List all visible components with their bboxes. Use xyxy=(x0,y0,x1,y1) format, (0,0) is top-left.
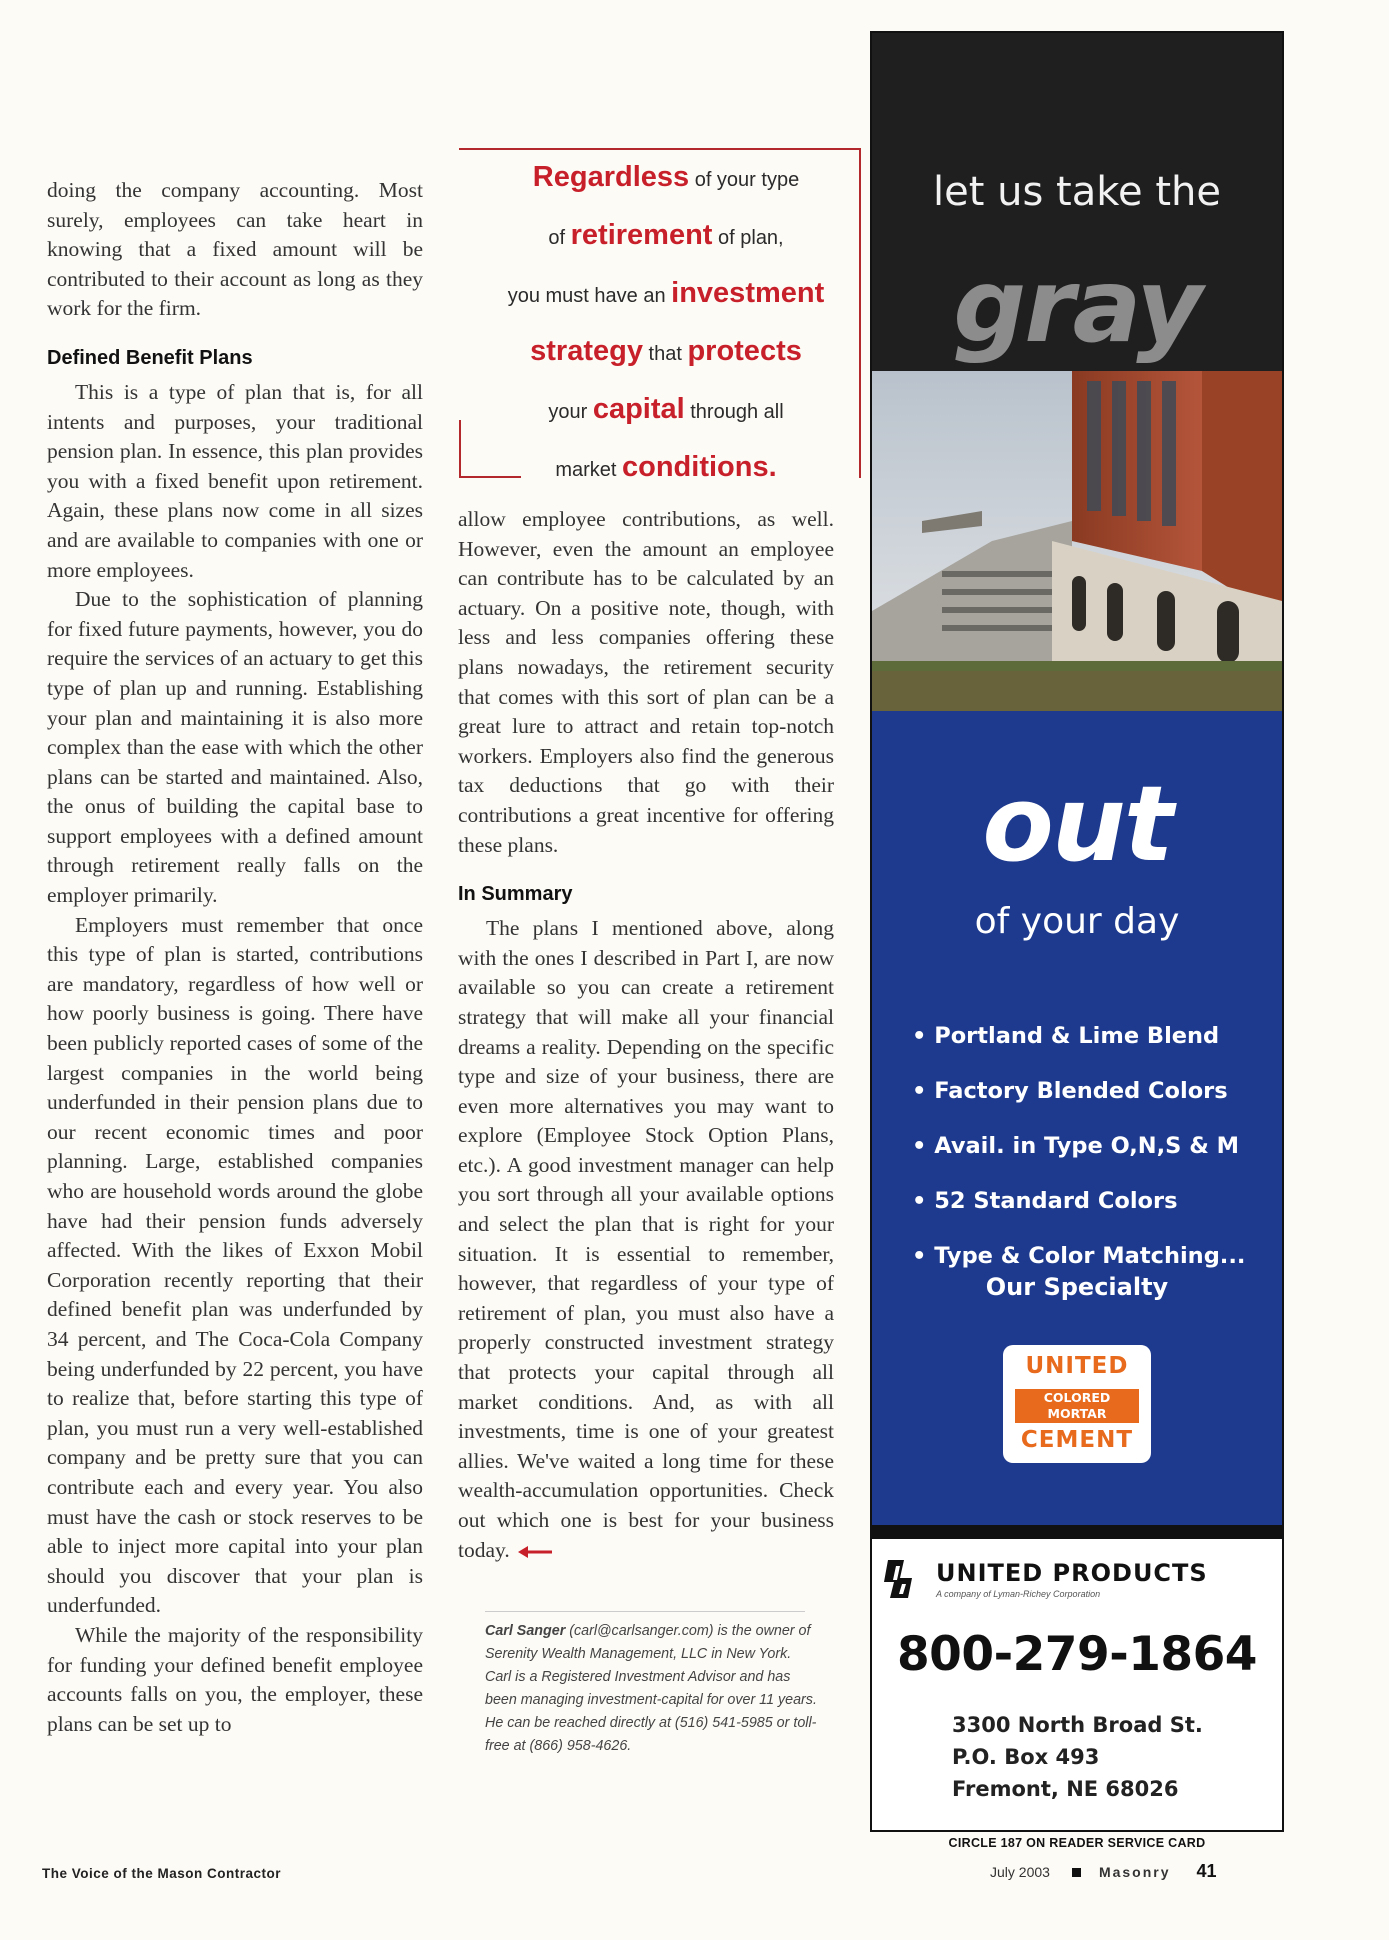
pullquote-text: of your type xyxy=(689,169,800,191)
pullquote xyxy=(470,150,862,498)
pullquote-text: that xyxy=(642,343,688,365)
pullquote-emphasis: strategy xyxy=(530,335,643,367)
ad-headline-gray: gray xyxy=(953,247,1201,366)
article-column-2 xyxy=(458,505,834,1565)
ad-specialty: Our Specialty xyxy=(985,1273,1169,1301)
summary-text: The plans I mentioned above, along with the ones I described in Part I, are now available so you can create a retirement strategy that will make all your financial dreams a reality. Depending on the specific type and size of your business, there are even more alternatives you may want to explore (Employee Stock Option Plans, etc.). A good investment manager can help you sort through all your available options and select the plan that is right for your situation. It is essential to remember, however, that regardless of your type of retirement of plan, you must also have a properly constructed investment strategy that protects your capital through all market conditions. And, as with all investments, time is one of your greatest allies. We've waited a long time for these wealth-accumulation opportunities. Check out which one is best for your business today. xyxy=(458,916,834,1562)
pullquote-emphasis: capital xyxy=(592,393,685,425)
pullquote-text: you must have an xyxy=(507,285,672,307)
ad-phone-number: 800-279-1864 xyxy=(896,1627,1258,1682)
paragraph-summary xyxy=(458,914,834,1565)
ad-feature-item: • Type & Color Matching... xyxy=(912,1229,1272,1284)
pullquote-emphasis: investment xyxy=(671,277,825,309)
pullquote-text: of plan, xyxy=(712,227,784,249)
logo-band xyxy=(1015,1389,1139,1423)
pullquote-emphasis: conditions. xyxy=(622,451,777,483)
logo-text-bottom: CEMENT xyxy=(1020,1427,1134,1453)
logo-text-top: UNITED xyxy=(1025,1353,1129,1379)
footer-magazine: Masonry xyxy=(1098,1864,1171,1880)
heading-in-summary: In Summary xyxy=(458,883,573,906)
ad-company-name: UNITED PRODUCTS xyxy=(936,1559,1208,1587)
pullquote-text: your xyxy=(548,401,593,423)
ad-address-line: Fremont, NE 68026 xyxy=(952,1777,1179,1801)
pullquote-emphasis: retirement xyxy=(570,219,713,251)
pullquote-emphasis: Regardless xyxy=(532,161,690,193)
heading-defined-benefit-plans: Defined Benefit Plans xyxy=(47,346,253,369)
author-bio-text: (carl@carlsanger.com) is the owner of Serenity Wealth Management, LLC in New York. Carl is a Registered Investment Advisor and has been managing investment-capital for over 11 years. He can be reached directly at (516) 541-5985 or toll-free at (866) 958-4626. xyxy=(485,1623,817,1754)
pullquote-text: of xyxy=(548,227,571,249)
ad-address-line: P.O. Box 493 xyxy=(952,1745,1100,1769)
united-colored-mortar-cement-logo xyxy=(1003,1345,1151,1463)
united-products-logo-icon xyxy=(882,1558,920,1600)
paragraph: allow employee contributions, as well. However, even the amount an employee can contribute has to be calculated by an actuary. On a positive note, though, with less and less companies offering these plans nowadays, the retirement security that comes with this sort of plan can be a great lure to attract and retain top-notch workers. Employers also find the generous tax deductions that go with their contributions a great incentive for offering these plans. xyxy=(458,507,834,857)
ad-headline-bottom: of your day xyxy=(974,901,1180,942)
ad-feature-list xyxy=(912,1009,1272,1284)
article-column-1 xyxy=(47,176,423,1739)
paragraph-intro: doing the company accounting. Most surely, employees can take heart in knowing that a fixed amount will be contributed to their account as long as they work for the firm. xyxy=(47,178,423,321)
ad-feature-item: • Factory Blended Colors xyxy=(912,1064,1272,1119)
footer-date: July 2003 xyxy=(990,1864,1050,1880)
page-number: 41 xyxy=(1196,1861,1217,1881)
paragraph: This is a type of plan that is, for all intents and purposes, your traditional pension plan. In essence, this plan provides you with a fixed benefit upon retirement. Again, these plans now come in all sizes and are available to companies with one or more employees. xyxy=(47,379,423,582)
logo-text-mid: COLORED xyxy=(1043,1390,1111,1405)
ad-address-line: 3300 North Broad St. xyxy=(952,1713,1203,1737)
paragraph: While the majority of the responsibility for funding your defined benefit employee accounts falls on you, the employer, these plans can be set up to xyxy=(47,1622,423,1736)
end-mark-icon xyxy=(518,1546,552,1558)
author-bio xyxy=(485,1620,819,1758)
ad-feature-item: • Portland & Lime Blend xyxy=(912,1009,1272,1064)
ad-headline-top: let us take the xyxy=(933,169,1221,215)
pullquote-text: through all xyxy=(684,401,784,423)
building-photo xyxy=(872,371,1282,711)
ad-company-subtitle: A company of Lyman-Richey Corporation xyxy=(936,1589,1101,1599)
square-bullet-icon xyxy=(1072,1868,1081,1877)
logo-text-mid: MORTAR xyxy=(1047,1406,1107,1421)
pullquote-emphasis: protects xyxy=(687,335,802,367)
footer-tagline: The Voice of the Mason Contractor xyxy=(42,1866,282,1881)
footer-folio xyxy=(990,1861,1217,1882)
paragraph: Due to the sophistication of planning for fixed future payments, however, you do require the services of an actuary to get this type of plan up and running. Establishing your plan and maintaining it is also more complex than the ease with which the other plans can be started and maintained. Also, the onus of building the capital base to support employees with a defined amount through retirement really falls on the employer primarily. xyxy=(47,587,423,908)
paragraph: Employers must remember that once this type of plan is started, contributions are mandatory, regardless of how well or how poorly business is going. There have been publicly reported cases of some of the largest companies in the world being underfunded in their pension plans due to our recent economic times and poor planning. Large, established companies who are household words around the globe have had their pension funds adversely affected. With the likes of Exxon Mobil Corporation recently reporting that their defined benefit plan was underfunded by 34 percent, and The Coca-Cola Company being underfunded by 22 percent, you have to realize that, before starting this type of plan, you must run a very well-established company and be pretty sure that you can contribute each and every year. You also must have the cash or stock reserves to be able to inject more capital into your plan should you discover that your plan is underfunded. xyxy=(47,912,423,1618)
author-name: Carl Sanger xyxy=(485,1623,566,1639)
ad-feature-item: • Avail. in Type O,N,S & M xyxy=(912,1119,1272,1174)
bio-divider xyxy=(485,1611,805,1612)
pullquote-text: market xyxy=(555,459,622,481)
ad-address xyxy=(952,1709,1203,1805)
advertisement xyxy=(870,31,1284,1832)
ad-headline-out: out xyxy=(982,763,1172,885)
reader-service-note: CIRCLE 187 ON READER SERVICE CARD xyxy=(948,1836,1206,1850)
ad-divider-strip xyxy=(872,1525,1282,1539)
ad-feature-item: • 52 Standard Colors xyxy=(912,1174,1272,1229)
